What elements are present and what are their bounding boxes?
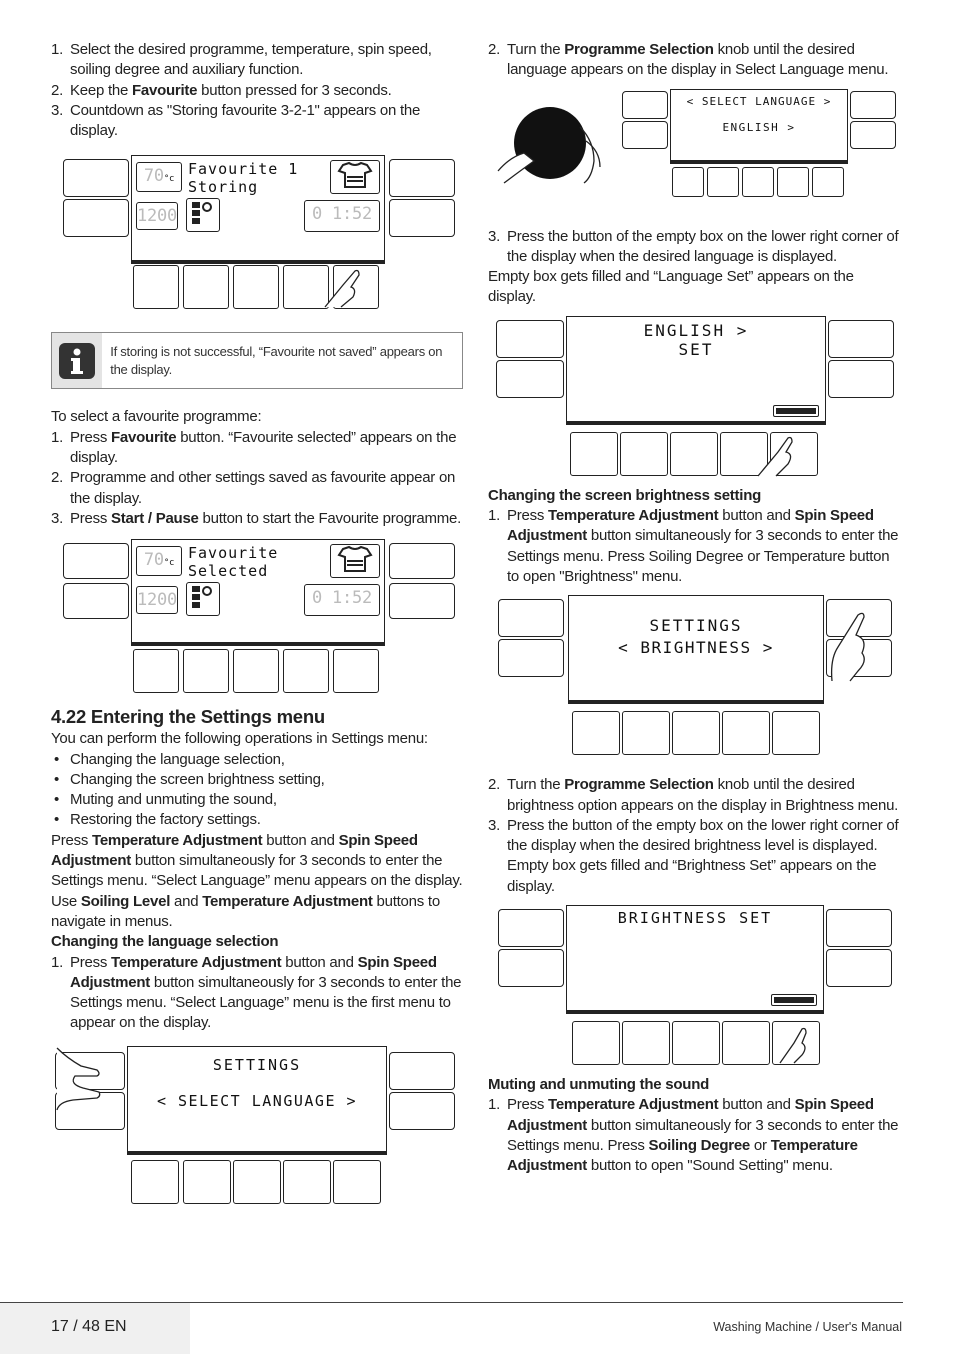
settings-brightness-figure: [488, 595, 904, 759]
favourite-storing-figure: [59, 155, 457, 310]
display-line-1: < SELECT LANGUAGE >: [686, 94, 832, 108]
select-language-english-figure: [488, 89, 904, 201]
list-item: 1. Press Temperature Adjustment button and Spin Speed Adjustment button simultaneously for 3 seconds to enter the Settings menu. “Select Language” menu is the first menu to appear on the display.: [51, 953, 462, 1032]
hand-pointer-icon: [828, 609, 874, 683]
brightness-steps-cont: [488, 775, 904, 897]
section-title: 4.22 Entering the Settings menu: [51, 706, 325, 728]
bottom-button-2: [183, 649, 229, 693]
select-favourite-intro: To select a favourite programme:: [51, 408, 262, 426]
display-line-2: ENGLISH >: [722, 120, 796, 134]
bottom-button-1: [131, 1160, 179, 1204]
hand-pointer-icon: [53, 1044, 103, 1114]
right-bottom-button: [389, 199, 455, 237]
favourite-selected-figure: [59, 539, 457, 695]
right-bottom-button: [850, 121, 896, 149]
left-top-button: [63, 543, 129, 579]
bottom-button-2: [183, 1160, 231, 1204]
info-text: If storing is not successful, “Favourite not saved” appears on the display.: [110, 344, 443, 377]
left-top-button: [63, 159, 129, 197]
list-item: 1. Select the desired programme, temperature, spin speed, soiling degree and auxiliary function.: [51, 41, 432, 79]
control-display: [568, 595, 824, 701]
right-top-button: [389, 543, 455, 579]
display-line-2: < SELECT LANGUAGE >: [156, 1091, 358, 1110]
settings-select-language-figure: [49, 1042, 461, 1210]
language-steps-3: [488, 227, 904, 268]
bottom-button-1: [572, 711, 620, 755]
bottom-button-5: [333, 1160, 381, 1204]
bottom-button-1: [133, 649, 179, 693]
bottom-button-3: [672, 1021, 720, 1065]
left-bottom-button: [496, 360, 564, 398]
bottom-button-2: [622, 711, 670, 755]
control-display: [131, 155, 385, 261]
left-top-button: [496, 320, 564, 358]
language-set-figure: [488, 316, 904, 480]
sound-steps: [488, 1095, 904, 1176]
display-line-1: SETTINGS: [649, 616, 743, 636]
language-subtitle: Changing the language selection: [51, 933, 279, 951]
shirt-icon: [330, 544, 380, 578]
filled-box-indicator: [771, 994, 817, 1006]
time-readout: 0 1:52: [304, 200, 380, 232]
bottom-button-1: [672, 167, 704, 197]
bottom-button-5: [772, 711, 820, 755]
bottom-button-3: [670, 432, 718, 476]
list-item: 1. Press Temperature Adjustment button and Spin Speed Adjustment button simultaneously for 3 seconds to enter the Settings menu. Press Soiling Degree or Temperature button to open "Brightness" menu.: [488, 507, 899, 585]
left-column: [51, 40, 463, 1210]
settings-enter-paragraph: Press Temperature Adjustment button and Spin Speed Adjustment button simultaneously for 3 seconds to enter the Settings menu. “Select Language” menu appears on the display.: [51, 831, 463, 890]
list-item: 3. Press the button of the empty box on the lower right corner of the display when the desired brightness level is displayed. Empty box gets filled and “Brightness Set” appears on the display.: [488, 816, 899, 895]
display-line-1: SETTINGS: [212, 1055, 302, 1074]
navigate-paragraph: Use Soiling Level and Temperature Adjustment buttons to navigate in menus.: [51, 892, 440, 930]
list-item: • Changing the screen brightness setting,: [51, 770, 463, 790]
bottom-button-4: [777, 167, 809, 197]
bottom-button-2: [622, 1021, 670, 1065]
list-item: 3. Press the button of the empty box on the lower right corner of the display when the desired language is displayed.: [488, 227, 899, 265]
right-top-button: [828, 320, 894, 358]
bottom-button-3: [233, 265, 279, 309]
bottom-button-3: [672, 711, 720, 755]
list-item: • Muting and unmuting the sound,: [51, 790, 463, 810]
list-item: • Restoring the factory settings.: [51, 810, 463, 830]
right-column: [488, 40, 904, 1177]
display-text: ENGLISH > SET: [643, 320, 749, 359]
bottom-button-2: [183, 265, 229, 309]
display-line-2: < BRIGHTNESS >: [618, 638, 774, 658]
brightness-set-figure: [488, 905, 904, 1069]
bottom-button-3: [233, 1160, 281, 1204]
list-item: 2. Programme and other settings saved as favourite appear on the display.: [51, 469, 456, 507]
favourite-store-steps: [51, 40, 463, 141]
list-item: 2. Turn the Programme Selection knob until the desired brightness option appears on the display in Brightness menu.: [488, 776, 899, 814]
soil-level-icon: [186, 198, 220, 232]
brightness-subtitle: Changing the screen brightness setting: [488, 486, 762, 504]
page-number: 17 / 48 EN: [0, 1303, 190, 1354]
bottom-button-4: [283, 649, 329, 693]
section-intro: You can perform the following operations in Settings menu:: [51, 730, 428, 748]
control-display: [566, 905, 824, 1011]
language-steps: [51, 953, 463, 1034]
bottom-button-4: [722, 711, 770, 755]
time-readout: 0 1:52: [304, 584, 380, 616]
control-display: [131, 539, 385, 643]
bottom-button-2: [707, 167, 739, 197]
list-item: 3. Press Start / Pause button to start the Favourite programme.: [51, 509, 462, 527]
right-top-button: [389, 1052, 455, 1090]
bottom-button-5: [812, 167, 844, 197]
filled-box-indicator: [773, 405, 819, 417]
temperature-readout: 70°c: [136, 546, 182, 576]
display-text: Favourite Selected: [188, 544, 279, 581]
left-top-button: [498, 599, 564, 637]
language-result: Empty box gets filled and “Language Set” appears on the display.: [488, 268, 854, 306]
right-top-button: [389, 159, 455, 197]
bottom-button-5: [333, 649, 379, 693]
favourite-select-steps: [51, 428, 463, 529]
control-display: [566, 316, 826, 422]
knob-icon: [490, 101, 606, 187]
right-bottom-button: [826, 949, 892, 987]
control-display: [670, 89, 848, 161]
right-bottom-button: [828, 360, 894, 398]
document-title: Washing Machine / User's Manual: [713, 1320, 902, 1334]
list-item: • Changing the language selection,: [51, 750, 463, 770]
display-text: Favourite 1 Storing: [188, 160, 299, 197]
info-note: [51, 332, 463, 389]
settings-operations-list: [51, 750, 463, 831]
right-bottom-button: [389, 583, 455, 619]
left-top-button: [622, 91, 668, 119]
right-top-button: [850, 91, 896, 119]
list-item: 1. Press Favourite button. “Favourite selected” appears on the display.: [51, 428, 457, 467]
info-icon: [52, 333, 102, 388]
left-bottom-button: [498, 639, 564, 677]
left-bottom-button: [63, 583, 129, 619]
spin-readout: 1200: [136, 202, 178, 230]
bottom-button-1: [572, 1021, 620, 1065]
hand-pointer-icon: [756, 432, 802, 478]
bottom-button-1: [133, 265, 179, 309]
brightness-steps: [488, 506, 904, 587]
bottom-button-3: [233, 649, 279, 693]
bottom-button-1: [570, 432, 618, 476]
left-bottom-button: [63, 199, 129, 237]
left-bottom-button: [622, 121, 668, 149]
list-item: 1. Press Temperature Adjustment button and Spin Speed Adjustment button simultaneously for 3 seconds to enter the Settings menu. Press Soiling Degree or Temperature Adjustment button to open "Sound Setting" menu.: [488, 1096, 899, 1175]
left-bottom-button: [498, 949, 564, 987]
left-top-button: [498, 909, 564, 947]
soil-level-icon: [186, 582, 220, 616]
language-steps-cont: [488, 40, 904, 81]
right-top-button: [826, 909, 892, 947]
display-line-1: BRIGHTNESS SET: [617, 909, 773, 928]
right-bottom-button: [389, 1092, 455, 1130]
hand-pointer-icon: [321, 267, 365, 309]
bottom-button-2: [620, 432, 668, 476]
spin-readout: 1200: [136, 586, 178, 614]
sound-subtitle: Muting and unmuting the sound: [488, 1076, 710, 1094]
bottom-button-3: [742, 167, 774, 197]
bottom-button-4: [283, 1160, 331, 1204]
list-item: 3. Countdown as "Storing favourite 3-2-1" appears on the display.: [51, 101, 421, 140]
list-item: 2. Turn the Programme Selection knob until the desired language appears on the display in Select Language menu.: [488, 41, 889, 79]
control-display: [127, 1046, 387, 1152]
list-item: 2. Keep the Favourite button pressed for 3 seconds.: [51, 81, 392, 99]
hand-pointer-icon: [776, 1023, 816, 1065]
temperature-readout: 70°c: [136, 162, 182, 192]
bottom-button-4: [722, 1021, 770, 1065]
shirt-icon: [330, 160, 380, 194]
